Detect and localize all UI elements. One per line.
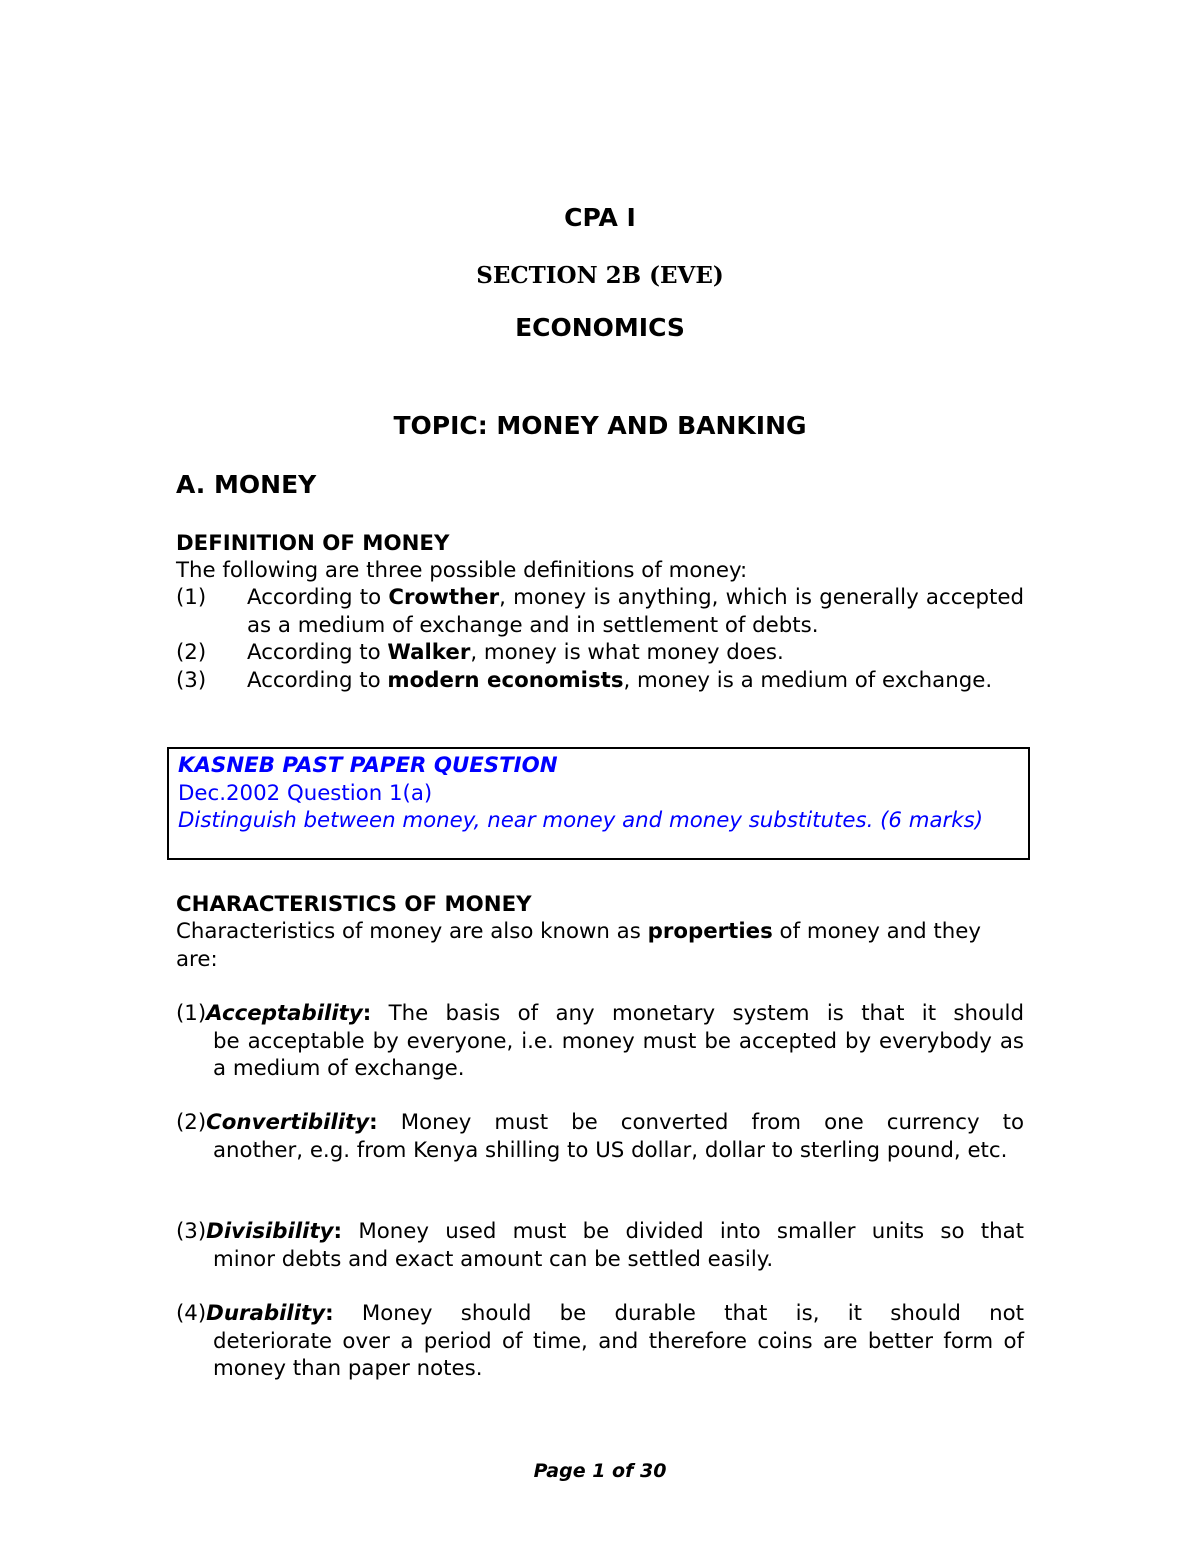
characteristic-item: (3)Divisibility: Money used must be divided into smaller units so that minor debts and exact amount can be settled easily. [176,1219,1024,1272]
item-number: (4) [176,1301,207,1326]
item-label: Convertibility [206,1110,370,1135]
list-item [176,584,1024,639]
topic-title: TOPIC: MONEY AND BANKING [393,411,807,440]
item-bold: Walker [387,640,471,665]
kasneb-title: KASNEB PAST PAPER QUESTION [178,753,558,778]
item-text: According to Walker, money is what money does. [247,640,784,665]
item-label: Durability [206,1301,326,1326]
item-text: deteriorate over a period of time, and therefore coins are better form of money than paper notes. [213,1328,1024,1381]
definition-list [176,584,1024,694]
item-number: (3) [176,1219,207,1244]
characteristic-item: (4)Durability: Money should be durable that is, it should not deteriorate over a period of time, and therefore coins are better form of money than paper notes. [176,1301,1024,1381]
item-text: According to Crowther, money is anything, which is generally accepted as a medium of exchange and in settlement of debts. [247,585,1024,638]
definition-heading: DEFINITION OF MONEY [176,531,450,556]
course-title: CPA I [564,203,636,232]
subject-title: ECONOMICS [515,313,685,342]
item-number: (3) [176,667,207,693]
list-item [176,667,1024,695]
item-text: minor debts and exact amount can be settled easily. [213,1246,774,1272]
properties-bold: properties [647,919,773,944]
item-text: another, e.g. from Kenya shilling to US dollar, dollar to sterling pound, etc. [213,1137,1008,1163]
item-number: (2) [176,640,207,665]
characteristic-item: (2)Convertibility: Money must be converted from one currency to another, e.g. from Kenya shilling to US dollar, dollar to sterling pound, etc. [176,1110,1024,1163]
item-bold: modern economists [387,667,624,693]
kasneb-reference: Dec.2002 Question 1(a) [178,780,433,806]
section-title: SECTION 2B (EVE) [476,262,724,289]
item-label: Divisibility [206,1219,334,1244]
characteristics-heading: CHARACTERISTICS OF MONEY [176,892,532,917]
item-text: be acceptable by everyone, i.e. money must be accepted by everybody as a medium of exchange. [213,1028,1024,1081]
section-a-heading: A. MONEY [176,470,317,499]
page-number: Page 1 of 30 [533,1460,667,1482]
item-label: Acceptability [206,1001,363,1026]
characteristic-item: (1)Acceptability: The basis of any monetary system is that it should be acceptable by everyone, i.e. money must be accepted by everybody as a medium of exchange. [176,1001,1024,1081]
characteristics-intro: Characteristics of money are also known as properties of money and they are: [176,919,981,972]
item-number: (1) [176,585,207,610]
item-text: According to modern economists, money is a medium of exchange. [247,667,993,693]
list-item [176,639,1024,667]
kasneb-question: Distinguish between money, near money and money substitutes. (6 marks) [178,808,984,833]
item-number: (2) [176,1110,207,1135]
kasneb-question-box [167,747,1030,860]
item-bold: Crowther [388,585,500,610]
definition-intro: The following are three possible definitions of money: [176,558,748,583]
item-number: (1) [176,1001,207,1026]
